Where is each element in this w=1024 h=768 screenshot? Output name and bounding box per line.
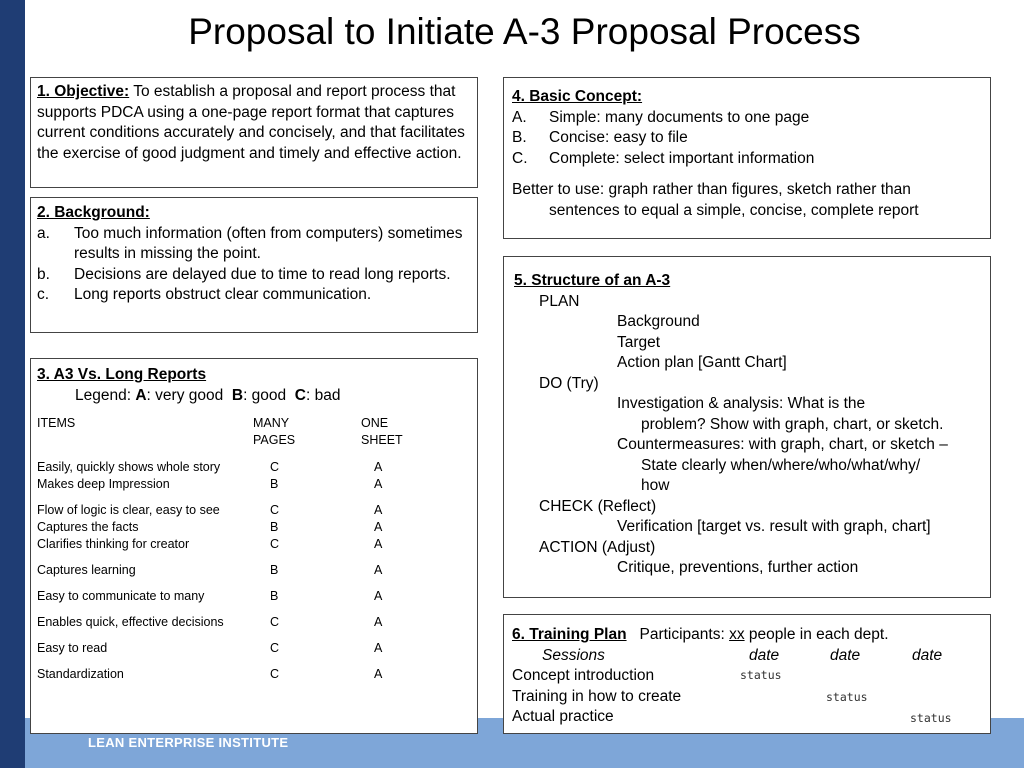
plan-item: Background xyxy=(617,313,700,330)
session-row: Concept introduction status xyxy=(512,667,782,684)
phase-action: ACTION (Adjust) xyxy=(539,538,656,556)
left-sidebar-bar xyxy=(0,0,25,768)
background-item: c. Long reports obstruct clear communication. xyxy=(37,286,372,303)
footer-org-logo: LEAN ENTERPRISE INSTITUTE xyxy=(88,735,289,750)
plan-item: Action plan [Gantt Chart] xyxy=(617,354,787,371)
objective-box xyxy=(30,77,478,188)
phase-check: CHECK (Reflect) xyxy=(539,497,657,515)
table-row: Captures the facts B A xyxy=(37,520,383,534)
do-item-cont: problem? Show with graph, chart, or sketch. xyxy=(641,415,944,433)
participants-count: xx xyxy=(729,626,745,643)
table-row: Captures learning B A xyxy=(37,563,383,577)
session-status: status xyxy=(826,689,868,704)
concept-note-line2: sentences to equal a simple, concise, complete report xyxy=(549,201,919,219)
concept-item: B. Concise: easy to file xyxy=(512,129,688,146)
page-title: Proposal to Initiate A-3 Proposal Process xyxy=(188,11,861,52)
phase-plan: PLAN xyxy=(539,292,580,310)
background-item: a. Too much information (often from computers) sometimes results in missing the point. xyxy=(37,224,463,262)
structure-box xyxy=(503,256,991,598)
a3-vs-long-heading: 3. A3 Vs. Long Reports xyxy=(37,366,207,383)
basic-concept-box xyxy=(503,77,991,239)
sessions-header-row: Sessions date date date xyxy=(512,646,982,667)
session-status: status xyxy=(910,711,952,725)
table-row: Flow of logic is clear, easy to see C A xyxy=(37,503,383,517)
structure-heading: 5. Structure of an A-3 xyxy=(514,272,671,289)
objective-text: To establish a proposal and report process that supports PDCA using a one-page report format that captures current conditions accurately and concisely, and that facilitates the exercise of good judgment and timely and effective action. xyxy=(37,83,465,162)
do-item: Investigation & analysis: What is the xyxy=(617,395,866,412)
comparison-table xyxy=(37,415,434,683)
training-header-line: 6. Training Plan Participants: xx people in each dept. xyxy=(512,626,889,643)
phase-do: DO (Try) xyxy=(539,374,599,392)
table-row: Easily, quickly shows whole story C A xyxy=(37,460,383,474)
plan-item: Target xyxy=(617,333,661,351)
concept-note-line1: Better to use: graph rather than figures, sketch rather than xyxy=(512,181,911,198)
background-heading: 2. Background: xyxy=(37,204,150,221)
table-row: Easy to communicate to many B A xyxy=(37,589,383,603)
table-row: Makes deep Impression B A xyxy=(37,477,383,491)
training-heading: 6. Training Plan xyxy=(512,626,627,643)
concept-item: A. Simple: many documents to one page xyxy=(512,108,810,126)
table-row: Enables quick, effective decisions C A xyxy=(37,615,383,629)
check-item: Verification [target vs. result with graph, chart] xyxy=(617,518,931,535)
do-item: Countermeasures: with graph, chart, or sketch – xyxy=(617,436,948,453)
action-item: Critique, preventions, further action xyxy=(617,559,859,576)
background-box xyxy=(30,197,478,333)
legend: Legend: A: very good B: good C: bad xyxy=(75,386,341,404)
table-row: Standardization C A xyxy=(37,667,383,681)
table-row: Easy to read C A xyxy=(37,641,383,655)
do-item-cont: State clearly when/where/who/what/why/ xyxy=(641,456,921,474)
concept-item: C. Complete: select important information xyxy=(512,149,815,167)
date-col-2: date xyxy=(830,646,861,664)
training-plan-box xyxy=(503,614,991,734)
table-header-row: PAGES SHEET xyxy=(253,433,403,447)
session-row: Training in how to create status xyxy=(512,687,982,708)
do-item-cont: how xyxy=(641,477,670,494)
objective-heading: 1. Objective: xyxy=(37,83,130,100)
background-item: b. Decisions are delayed due to time to read long reports. xyxy=(37,265,451,283)
a3-vs-long-reports-box xyxy=(30,358,478,734)
date-col-3: date xyxy=(912,646,943,664)
basic-concept-heading: 4. Basic Concept: xyxy=(512,88,643,105)
session-row: Actual practice status xyxy=(512,707,982,728)
session-status: status xyxy=(740,668,782,682)
date-col-1: date xyxy=(749,646,780,664)
table-row: Clarifies thinking for creator C A xyxy=(37,537,383,551)
table-header-row: ITEMS MANY ONE xyxy=(37,416,389,430)
